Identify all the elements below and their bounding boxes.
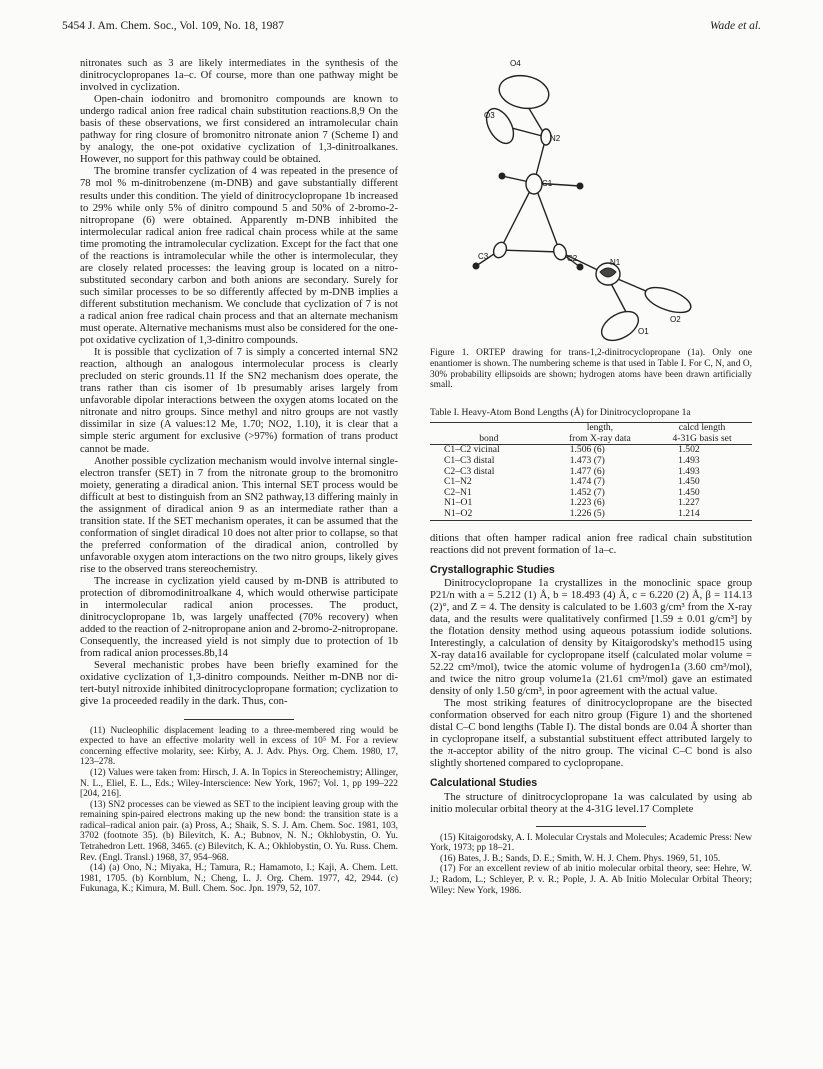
footnote-rule [184,719,294,720]
atom-c3-ellipsoid [491,240,509,260]
table-row: N1–O1 1.223 (6) 1.227 [444,497,700,509]
right-column [430,58,752,896]
col-header-xray: from X-ray data [548,434,652,445]
atom-c1-ellipsoid [526,174,542,194]
bond-c3-c2 [500,250,560,252]
footnotes-right [430,826,752,897]
footnote-rule [536,826,646,827]
atom-h-c [473,263,479,269]
body-paragraph: The most striking features of dinitrocyclopropane are the bisected conformation observed for each nitro group (Figure 1) and the shortened distal C–C bond lengths (Table I). The distal bonds are 0.04 Å shorter than in cyclopropane itself, a substantial substituent effect attributed largely to the π-acceptor ability of the nitro group. The vicinal C–C bond is also slightly shortened compared to cyclopropane. [430,698,752,770]
body-paragraph: It is possible that cyclization of 7 is simply a concerted internal SN2 reaction, although an analogous intermolecular process is clearly precluded on steric grounds.11 If the SN2 mechanism does operate, the trans rather than cis isomer of 1b presumably arises largely from unfavorable dipolar interactions between the oxygen atoms located on the nitronate and nitro groups. Since methyl and nitro groups are not vastly dissimilar in size (A values:12 Me, 1.70; NO2, 1.10), it is clear that a simple steric argument for exclusive (>97%) formation of trans product cannot be made. [80,347,398,455]
footnote: (17) For an excellent review of ab initio molecular orbital theory, see: Hehre, W. J.; Radom, L.; Schleyer, P. v. R.; Pople, J. A. Ab Initio Molecular Orbital Theory; Wiley: New York, 1986. [430,864,752,896]
table-row: C2–C3 distal 1.477 (6) 1.493 [444,465,700,477]
atom-o4-ellipsoid [497,72,552,112]
atom-c2-ellipsoid [552,242,569,261]
body-paragraph: The bromine transfer cyclization of 4 was repeated in the presence of 78 mol % m-dinitrobenzene (m-DNB) and gave substantially different results under this condition. The yield of dinitrocyclopropane 1b increased to 29% while only 5% of dinitro compound 5 and 50% of 2-bromo-2-nitropropane (6) were obtained. Apparently m-DNB inhibited the intermolecular radical anion free radical chain process while at the same time promoting the intramolecular cyclization. Except for the fact that one of the reactions is intramolecular while the other is intermolecular, they are closely related processes: the leaving group is located on a nitro-substituted secondary carbon and both anions are secondary. Surely for such similar processes to be so differently affected by m-DNB implies a different substitution mechanism. We conclude that cyclization of 7 is not a radical anion free radical chain process and that an alternate mechanism must operate. Alternative mechanisms must also be considered for the one-pot oxidative cyclization of 1,3-dinitro compounds. [80,166,399,347]
footnote: (12) Values were taken from: Hirsch, J. A. In Topics in Stereochemistry; Allinger, N. L., Eliel, E. L., Eds.; Wiley-Interscience: New York, 1967; Vol. 1, pp 199–222 [204, 216]. [80,767,398,800]
footnote: (16) Bates, J. B.; Sands, D. E.; Smith, W. H. J. Chem. Phys. 1969, 51, 105. [440,853,721,864]
table-row: C1–C3 distal 1.473 (7) 1.493 [444,455,700,467]
table-row: C1–C2 vicinal 1.506 (6) 1.502 [444,444,700,456]
body-paragraph: Several mechanistic probes have been briefly examined for the oxidative cyclization of 1,3-dinitro compounds. Neither m-DNB nor di-tert-butyl nitroxide inhibited dinitrocyclopropane formation; cyclization to give 1a proceeded readily in the dark. Thus, con- [80,660,398,708]
label-c1: C1 [542,179,553,188]
bond-length-table [430,422,752,520]
body-paragraph: Open-chain iodonitro and bromonitro compounds are known to undergo radical anion free radical chain substitution reactions.8,9 On the basis of these observations, we first considered an intramolecular chain pathway for ring closure of bromonitro nitronate anion 7 (Scheme I) and by analogy, the one-pot oxidative cyclization of 1,3-dinitroalkanes. However, no support for this pathway could be obtained. [80,94,398,166]
body-paragraph: nitronates such as 3 are likely intermediates in the synthesis of the dinitrocyclopropanes 1a–c. Of course, more than one pathway might be involved in cyclization. [80,58,398,94]
table-row: C1–N2 1.474 (7) 1.450 [444,476,700,488]
body-paragraph: Another possible cyclization mechanism would involve internal single-electron transfer (SET) in 7 from the nitronate group to the bromonitro moiety, generating a diradical anion. This internal SET process would be difficult at best to distinguish from an SN2 pathway,13 differing mainly in the assignment of diradical anion 9 as an intermediate rather than a transition state. If the SET mechanism operates, it can be assumed that the conformation of singlet diradical 10 does not alter prior to collapse, so that the preferred conformation of the diradical anion, controlled by unfavorable oxygen atom interactions on the two nitro groups, likely gives rise to the observed trans stereochemistry. [80,455,398,575]
table-row: C2–N1 1.452 (7) 1.450 [444,486,700,498]
label-o1: O1 [638,327,649,336]
atom-h-b [577,183,583,189]
label-o3: O3 [484,111,495,120]
left-column [80,58,398,895]
body-paragraph: ditions that often hamper radical anion free radical chain substitution reactions did not prevent formation of 1a–c. [430,532,752,556]
figure-caption: Figure 1. ORTEP drawing for trans-1,2-dinitrocyclopropane (1a). Only one enantiomer is shown. The numbering scheme is that used in Table I. For C, N, and O, 30% probability ellipsoids are shown; hydrogen atoms have been drawn artificially small. [430,348,752,391]
col-header-length: length, [586,422,614,434]
table-title: Table I. Heavy-Atom Bond Lengths (Å) for Dinitrocyclopropane 1a [430,407,691,419]
label-o4: O4 [510,59,521,68]
col-header-basis: 4-31G basis set [652,434,752,445]
author-running-head: Wade et al. [710,20,761,32]
body-paragraph: Dinitrocyclopropane 1a crystallizes in the monoclinic space group P21/n with a = 5.212 (1) Å, b = 18.493 (4) Å, c = 6.220 (2) Å, β = 114.13 (2)°, and Z = 4. The density is calculated to be 1.603 g/cm³ from the X-ray data, and the results were qualitatively confirmed [1.59 ± 0.01 g/cm³] by the flotation density method using aqueous potassium iodide solutions. Interestingly, a calculation of density by Kitaigorodsky's method15 using X-ray data16 available for cyclopropane itself (calculated molar volume = 52.22 cm³/mol), twice the atomic volume of hydrogen1a (3.60 cm³/mol), and twice the nitro group volume1a (21.61 cm³/mol) gave an estimated density of only 1.50 g/cm³, in poor agreement with the actual value. [430,577,752,698]
atom-o2-ellipsoid [642,282,694,317]
footnote: (15) Kitaigorodsky, A. I. Molecular Crystals and Molecules; Academic Press: New York, 1973; pp 18–21. [430,832,752,854]
col-header-bond: bond [430,434,548,445]
label-n2: N2 [550,134,561,143]
section-heading-calculational: Calculational Studies [430,777,538,790]
journal-citation: 5454 J. Am. Chem. Soc., Vol. 109, No. 18, 1987 [62,20,284,32]
section-heading-crystallographic: Crystallographic Studies [430,563,555,576]
label-c3: C3 [478,252,489,261]
footnotes-left [80,719,398,896]
footnote: (14) (a) Ono, N.; Miyaka, H.; Tamura, R.; Hamamoto, I.; Kaji, A. Chem. Lett. 1981, 1705. (b) Kornblum, N.; Cheng, L. J. Org. Chem. 1977, 42, 2944. (c) Fukunaga, K.; Kimura, M. Bull. Chem. Soc. Jpn. 1979, 52, 107. [80,863,398,895]
ortep-figure [430,58,752,346]
body-paragraph: The structure of dinitrocyclopropane 1a was calculated by using ab initio molecular orbital theory at the 4-31G level.17 Complete [430,791,752,815]
atom-h-d [577,264,583,270]
ortep-drawing [430,58,752,346]
body-paragraph: The increase in cyclization yield caused by m-DNB is attributed to protection of dibromodinitroalkane 4, which would otherwise participate in intermolecular radical anion processes. The product, dinitrocyclopropane 1b, was largely unaffected (70% recovery) when added to the reaction of 2-nitropropane anion and 2-bromo-2-nitropropane. Consequently, the increased yield is not simply due to protection of 1b from radical anion processes.8b,14 [80,576,398,660]
label-n1: N1 [610,258,621,267]
atom-h-a [499,173,505,179]
table-row: N1–O2 1.226 (5) 1.214 [430,509,752,520]
running-header [62,20,761,36]
col-header-calcd: calcd length [678,422,726,434]
bond-c1-c3 [500,183,534,250]
label-o2: O2 [670,315,681,324]
atom-o1-ellipsoid [597,306,644,346]
label-c2: C2 [567,254,578,263]
footnote: (13) SN2 processes can be viewed as SET to the incipient leaving group with the remaining spin-paired electrons making up the new bond: the transition state is a radical–radical anion pair. (a) Pross, A.; Shaik, S. S. J. Am. Chem. Soc. 1981, 103, 3702 (footnote 35). (b) Bilevitch, K. A.; Bubnov, N. N.; Okhlobystin, O. Yu. Tetrahedron Lett. 1968, 3465. (c) Bilevitch, K. A.; Okhlobystin, O. Yu. Russ. Chem. Rev. (Engl. Transl.) 1968, 37, 954–968. [80,799,398,863]
footnote: (11) Nucleophilic displacement leading to a three-membered ring would be expected to have an effective molarity well in excess of 10⁵ M. For a review concerning effective molarity, see: Kirby, A. J. Adv. Phys. Org. Chem. 1980, 17, 123–278. [80,725,398,768]
